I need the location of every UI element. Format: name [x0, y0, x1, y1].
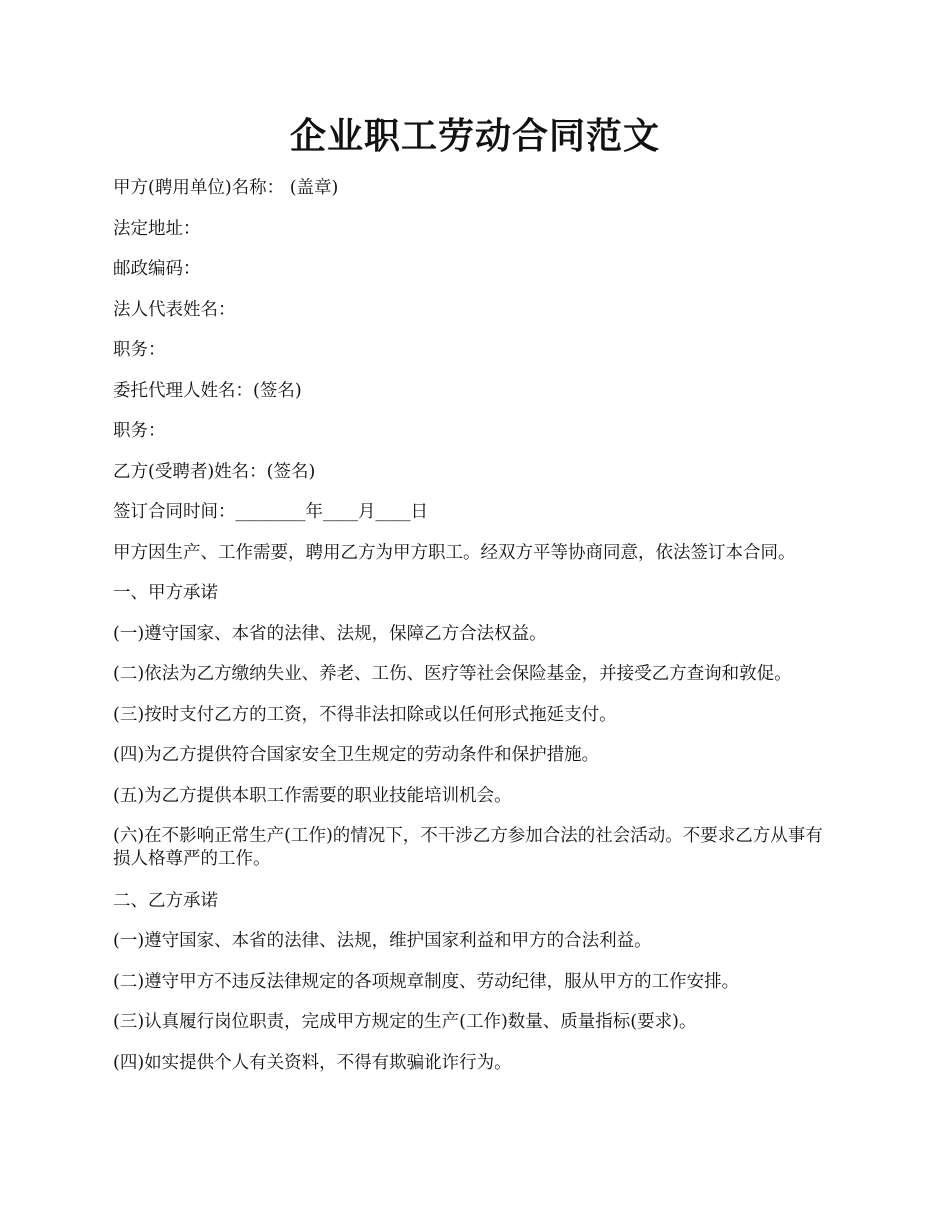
- party-a-clause: (一)遵守国家、本省的法律、法规，保障乙方合法权益。: [113, 623, 547, 644]
- signing-date-line: 签订合同时间：________年____月____日: [113, 502, 428, 522]
- party-b-name-line: 乙方(受聘者)姓名：(签名): [113, 461, 316, 482]
- party-a-clause: (六)在不影响正常生产(工作)的情况下，不干涉乙方参加合法的社会活动。不要求乙方从事有损人格尊严的工作。: [113, 826, 823, 869]
- position-line: 职务：: [113, 340, 166, 360]
- preamble-paragraph: 甲方因生产、工作需要，聘用乙方为甲方职工。经双方平等协商同意，依法签订本合同。: [113, 542, 796, 563]
- document-body: [113, 177, 833, 1092]
- party-b-clause: (一)遵守国家、本省的法律、法规，维护国家利益和甲方的合法利益。: [113, 931, 652, 951]
- section-heading-party-a: 一、甲方承诺: [113, 583, 218, 603]
- legal-address-line: 法定地址：: [113, 218, 201, 239]
- agent-position-line: 职务：: [113, 421, 166, 441]
- document-title: 企业职工劳动合同范文: [289, 115, 660, 157]
- section-heading-party-b: 二、乙方承诺: [113, 890, 218, 911]
- authorized-agent-line: 委托代理人姓名：(签名): [113, 380, 302, 401]
- party-b-clause: (四)如实提供个人有关资料，不得有欺骗讹诈行为。: [113, 1052, 512, 1073]
- party-a-clause: (五)为乙方提供本职工作需要的职业技能培训机会。: [113, 785, 512, 806]
- postal-code-line: 邮政编码：: [113, 259, 201, 279]
- party-a-name-line: 甲方(聘用单位)名称： (盖章): [113, 178, 339, 198]
- party-b-clause: (三)认真履行岗位职责，完成甲方规定的生产(工作)数量、质量指标(要求)。: [113, 1012, 697, 1032]
- party-a-clause: (二)依法为乙方缴纳失业、养老、工伤、医疗等社会保险基金，并接受乙方查询和敦促。: [113, 664, 792, 684]
- legal-representative-line: 法人代表姓名：: [113, 299, 236, 320]
- party-a-clause: (三)按时支付乙方的工资，不得非法扣除或以任何形式拖延支付。: [113, 704, 617, 725]
- party-b-clause: (二)遵守甲方不违反法律规定的各项规章制度、劳动纪律，服从甲方的工作安排。: [113, 971, 740, 992]
- party-a-clause: (四)为乙方提供符合国家安全卫生规定的劳动条件和保护措施。: [113, 745, 600, 765]
